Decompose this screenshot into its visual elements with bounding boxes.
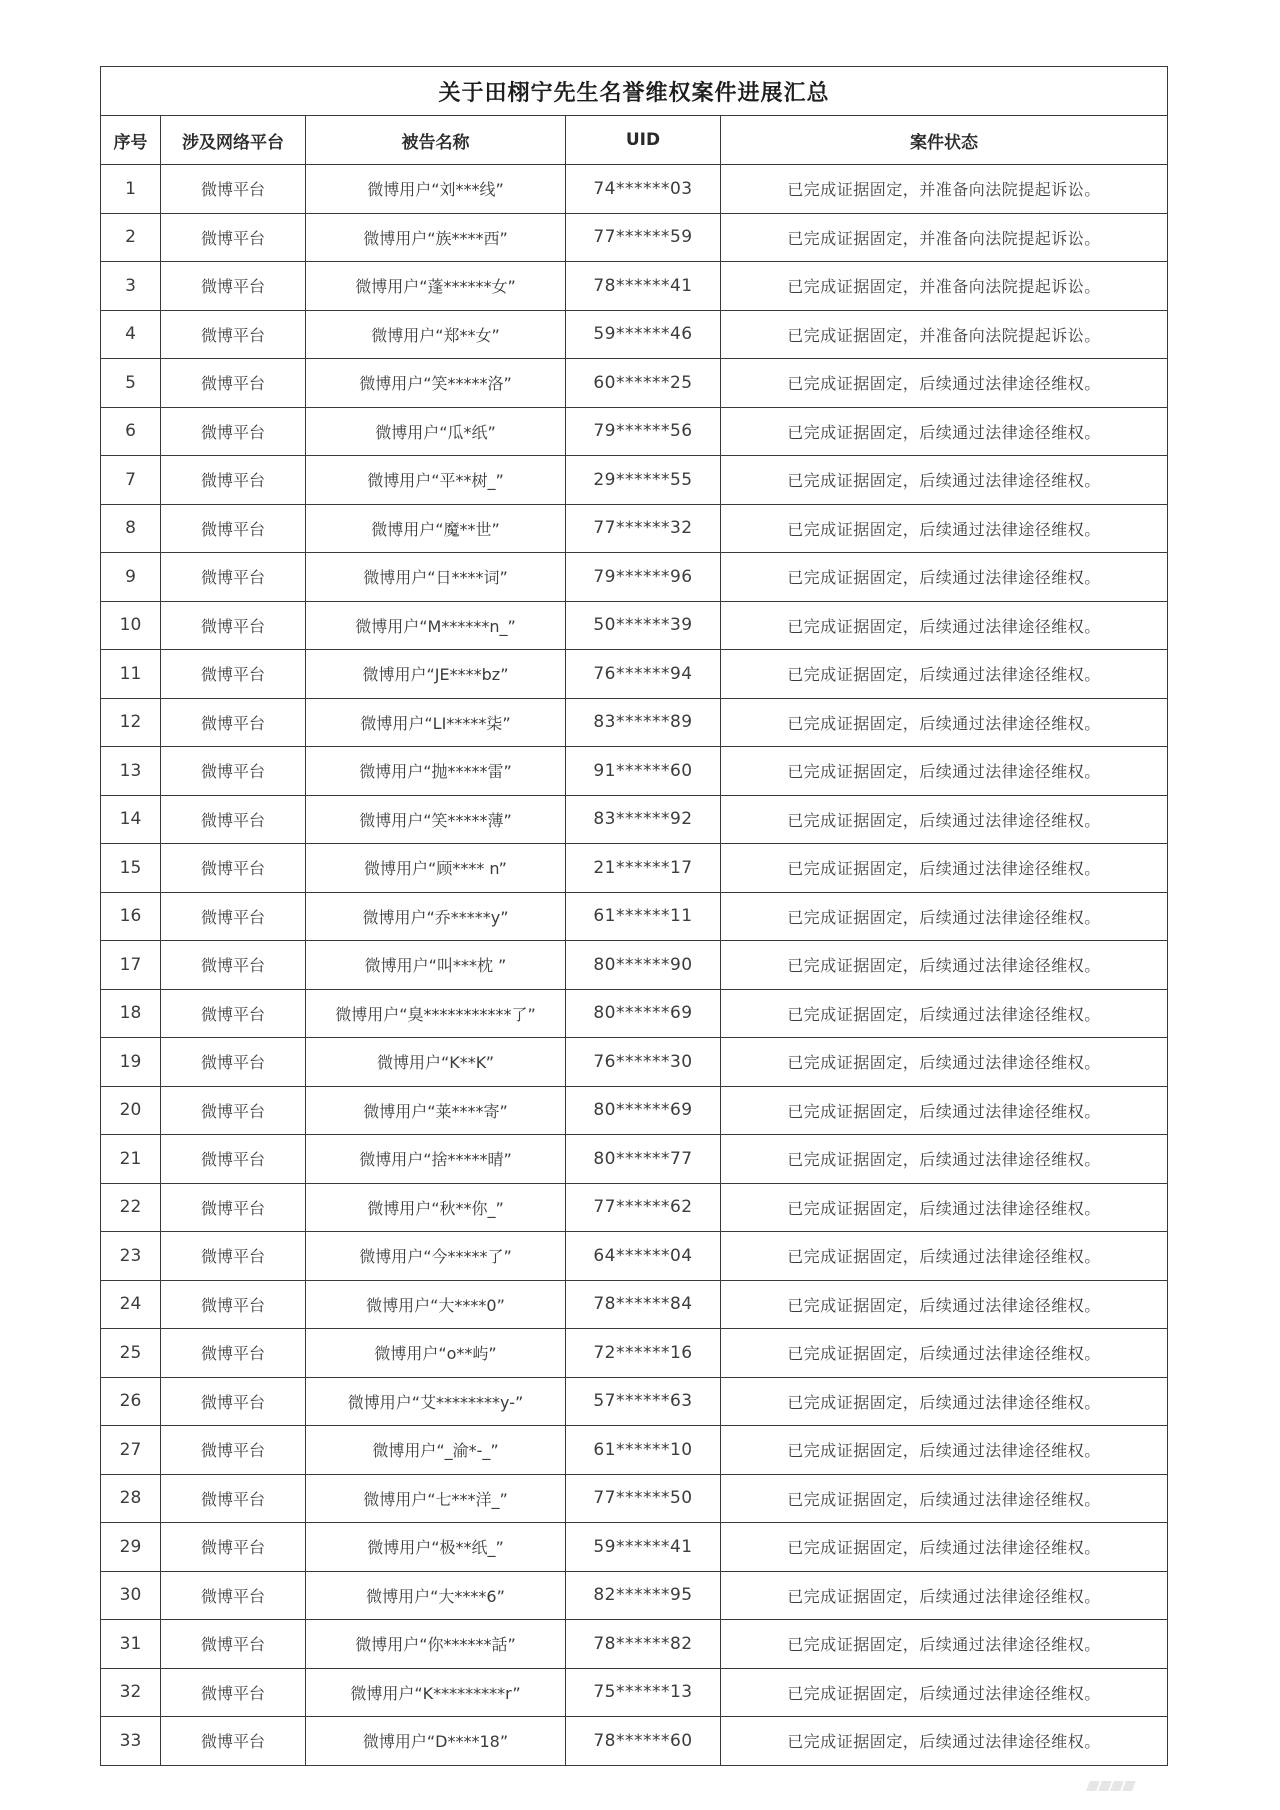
row-uid: 78******41 [566, 262, 721, 311]
row-defendant: 微博用户“刘***线” [306, 165, 566, 214]
row-defendant: 微博用户“K**K” [306, 1038, 566, 1087]
row-platform: 微博平台 [161, 1086, 306, 1135]
row-index: 18 [101, 989, 161, 1038]
row-defendant: 微博用户“乔*****y” [306, 892, 566, 941]
row-platform: 微博平台 [161, 650, 306, 699]
table-row [101, 1717, 1168, 1766]
row-status: 已完成证据固定，后续通过法律途径维权。 [721, 359, 1168, 408]
row-defendant: 微博用户“D****18” [306, 1717, 566, 1766]
row-platform: 微博平台 [161, 262, 306, 311]
row-uid: 76******94 [566, 650, 721, 699]
row-status: 已完成证据固定，后续通过法律途径维权。 [721, 456, 1168, 505]
row-defendant: 微博用户“郑**女” [306, 310, 566, 359]
table-row [101, 456, 1168, 505]
row-platform: 微博平台 [161, 504, 306, 553]
row-uid: 80******69 [566, 1086, 721, 1135]
table-row [101, 504, 1168, 553]
row-defendant: 微博用户“大****6” [306, 1571, 566, 1620]
row-status: 已完成证据固定，后续通过法律途径维权。 [721, 844, 1168, 893]
row-defendant: 微博用户“JE****bz” [306, 650, 566, 699]
row-defendant: 微博用户“LI*****柒” [306, 698, 566, 747]
row-uid: 83******92 [566, 795, 721, 844]
row-uid: 82******95 [566, 1571, 721, 1620]
row-defendant: 微博用户“艾********y-” [306, 1377, 566, 1426]
row-uid: 21******17 [566, 844, 721, 893]
row-index: 13 [101, 747, 161, 796]
table-row [101, 1183, 1168, 1232]
row-index: 9 [101, 553, 161, 602]
row-index: 28 [101, 1474, 161, 1523]
row-platform: 微博平台 [161, 1668, 306, 1717]
table-row [101, 1474, 1168, 1523]
row-platform: 微博平台 [161, 310, 306, 359]
row-status: 已完成证据固定，后续通过法律途径维权。 [721, 504, 1168, 553]
row-status: 已完成证据固定，后续通过法律途径维权。 [721, 1232, 1168, 1281]
row-defendant: 微博用户“K*********r” [306, 1668, 566, 1717]
row-index: 8 [101, 504, 161, 553]
row-index: 15 [101, 844, 161, 893]
row-status: 已完成证据固定，后续通过法律途径维权。 [721, 601, 1168, 650]
row-status: 已完成证据固定，后续通过法律途径维权。 [721, 1135, 1168, 1184]
row-status: 已完成证据固定，后续通过法律途径维权。 [721, 1086, 1168, 1135]
row-uid: 77******62 [566, 1183, 721, 1232]
table-row [101, 601, 1168, 650]
row-uid: 91******60 [566, 747, 721, 796]
row-index: 19 [101, 1038, 161, 1087]
row-index: 6 [101, 407, 161, 456]
row-uid: 61******11 [566, 892, 721, 941]
table-row [101, 1038, 1168, 1087]
row-status: 已完成证据固定，后续通过法律途径维权。 [721, 553, 1168, 602]
row-uid: 75******13 [566, 1668, 721, 1717]
row-uid: 72******16 [566, 1329, 721, 1378]
row-index: 11 [101, 650, 161, 699]
table-row [101, 359, 1168, 408]
table-row [101, 1329, 1168, 1378]
row-status: 已完成证据固定，后续通过法律途径维权。 [721, 1426, 1168, 1475]
row-platform: 微博平台 [161, 892, 306, 941]
row-status: 已完成证据固定，后续通过法律途径维权。 [721, 698, 1168, 747]
row-defendant: 微博用户“笑*****洛” [306, 359, 566, 408]
row-status: 已完成证据固定，后续通过法律途径维权。 [721, 1038, 1168, 1087]
row-platform: 微博平台 [161, 1329, 306, 1378]
document-sheet [100, 66, 1167, 1766]
row-platform: 微博平台 [161, 698, 306, 747]
row-uid: 76******30 [566, 1038, 721, 1087]
row-index: 25 [101, 1329, 161, 1378]
table-row [101, 1620, 1168, 1669]
table-row [101, 310, 1168, 359]
table-row [101, 1280, 1168, 1329]
document-title: 关于田栩宁先生名誉维权案件进展汇总 [101, 67, 1168, 116]
table-row [101, 989, 1168, 1038]
row-status: 已完成证据固定，后续通过法律途径维权。 [721, 1377, 1168, 1426]
row-status: 已完成证据固定，后续通过法律途径维权。 [721, 989, 1168, 1038]
row-uid: 78******60 [566, 1717, 721, 1766]
table-row [101, 1086, 1168, 1135]
table-row [101, 407, 1168, 456]
row-status: 已完成证据固定，并准备向法院提起诉讼。 [721, 262, 1168, 311]
row-platform: 微博平台 [161, 747, 306, 796]
row-index: 26 [101, 1377, 161, 1426]
row-index: 3 [101, 262, 161, 311]
row-uid: 77******50 [566, 1474, 721, 1523]
row-uid: 78******84 [566, 1280, 721, 1329]
row-defendant: 微博用户“你******話” [306, 1620, 566, 1669]
row-platform: 微博平台 [161, 1377, 306, 1426]
row-defendant: 微博用户“o**屿” [306, 1329, 566, 1378]
row-uid: 77******32 [566, 504, 721, 553]
row-uid: 74******03 [566, 165, 721, 214]
row-index: 5 [101, 359, 161, 408]
row-platform: 微博平台 [161, 1717, 306, 1766]
row-index: 4 [101, 310, 161, 359]
row-defendant: 微博用户“_渝*-_” [306, 1426, 566, 1475]
row-index: 14 [101, 795, 161, 844]
table-row [101, 892, 1168, 941]
row-defendant: 微博用户“平**树_” [306, 456, 566, 505]
row-index: 29 [101, 1523, 161, 1572]
row-defendant: 微博用户“捨*****晴” [306, 1135, 566, 1184]
table-row [101, 844, 1168, 893]
row-platform: 微博平台 [161, 1426, 306, 1475]
row-index: 22 [101, 1183, 161, 1232]
column-header-uid: UID [566, 116, 721, 165]
row-uid: 77******59 [566, 213, 721, 262]
row-status: 已完成证据固定，后续通过法律途径维权。 [721, 650, 1168, 699]
table-row [101, 747, 1168, 796]
row-defendant: 微博用户“笑*****薄” [306, 795, 566, 844]
row-uid: 50******39 [566, 601, 721, 650]
row-uid: 59******46 [566, 310, 721, 359]
title-row [101, 67, 1168, 116]
row-defendant: 微博用户“抛*****雷” [306, 747, 566, 796]
row-index: 1 [101, 165, 161, 214]
row-status: 已完成证据固定，并准备向法院提起诉讼。 [721, 310, 1168, 359]
row-uid: 79******56 [566, 407, 721, 456]
row-platform: 微博平台 [161, 165, 306, 214]
table-row [101, 698, 1168, 747]
row-platform: 微博平台 [161, 1135, 306, 1184]
row-defendant: 微博用户“魔**世” [306, 504, 566, 553]
row-platform: 微博平台 [161, 407, 306, 456]
row-status: 已完成证据固定，后续通过法律途径维权。 [721, 941, 1168, 990]
row-status: 已完成证据固定，后续通过法律途径维权。 [721, 1620, 1168, 1669]
row-defendant: 微博用户“蓬******女” [306, 262, 566, 311]
column-header-index: 序号 [101, 116, 161, 165]
table-row [101, 165, 1168, 214]
row-index: 20 [101, 1086, 161, 1135]
column-header-status: 案件状态 [721, 116, 1168, 165]
table-row [101, 1668, 1168, 1717]
row-platform: 微博平台 [161, 1038, 306, 1087]
row-status: 已完成证据固定，后续通过法律途径维权。 [721, 1523, 1168, 1572]
row-defendant: 微博用户“M******n_” [306, 601, 566, 650]
row-platform: 微博平台 [161, 213, 306, 262]
row-index: 7 [101, 456, 161, 505]
row-index: 2 [101, 213, 161, 262]
row-status: 已完成证据固定，后续通过法律途径维权。 [721, 407, 1168, 456]
column-header-defendant: 被告名称 [306, 116, 566, 165]
row-uid: 59******41 [566, 1523, 721, 1572]
table-body [101, 165, 1168, 1766]
row-status: 已完成证据固定，后续通过法律途径维权。 [721, 1183, 1168, 1232]
row-uid: 80******90 [566, 941, 721, 990]
scroll-indicator-icon [1088, 1776, 1148, 1786]
row-defendant: 微博用户“大****0” [306, 1280, 566, 1329]
row-uid: 60******25 [566, 359, 721, 408]
row-index: 31 [101, 1620, 161, 1669]
row-platform: 微博平台 [161, 1183, 306, 1232]
table-row [101, 213, 1168, 262]
row-platform: 微博平台 [161, 601, 306, 650]
row-defendant: 微博用户“叫***枕 ” [306, 941, 566, 990]
row-defendant: 微博用户“瓜*纸” [306, 407, 566, 456]
table-row [101, 650, 1168, 699]
row-defendant: 微博用户“今*****了” [306, 1232, 566, 1281]
table-row [101, 262, 1168, 311]
row-platform: 微博平台 [161, 989, 306, 1038]
table-row [101, 1135, 1168, 1184]
row-defendant: 微博用户“秋**你_” [306, 1183, 566, 1232]
row-status: 已完成证据固定，后续通过法律途径维权。 [721, 795, 1168, 844]
row-platform: 微博平台 [161, 941, 306, 990]
row-index: 21 [101, 1135, 161, 1184]
row-platform: 微博平台 [161, 1474, 306, 1523]
row-uid: 80******77 [566, 1135, 721, 1184]
table-row [101, 1232, 1168, 1281]
row-index: 32 [101, 1668, 161, 1717]
row-uid: 29******55 [566, 456, 721, 505]
row-index: 24 [101, 1280, 161, 1329]
row-defendant: 微博用户“臭***********了” [306, 989, 566, 1038]
row-platform: 微博平台 [161, 359, 306, 408]
row-status: 已完成证据固定，后续通过法律途径维权。 [721, 747, 1168, 796]
table-row [101, 795, 1168, 844]
row-index: 33 [101, 1717, 161, 1766]
row-platform: 微博平台 [161, 795, 306, 844]
row-index: 27 [101, 1426, 161, 1475]
table-row [101, 1571, 1168, 1620]
row-defendant: 微博用户“莱****寄” [306, 1086, 566, 1135]
row-index: 17 [101, 941, 161, 990]
row-status: 已完成证据固定，并准备向法院提起诉讼。 [721, 165, 1168, 214]
table-row [101, 1377, 1168, 1426]
row-platform: 微博平台 [161, 553, 306, 602]
row-defendant: 微博用户“族****西” [306, 213, 566, 262]
row-platform: 微博平台 [161, 1620, 306, 1669]
row-status: 已完成证据固定，后续通过法律途径维权。 [721, 1329, 1168, 1378]
row-platform: 微博平台 [161, 844, 306, 893]
row-defendant: 微博用户“极**纸_” [306, 1523, 566, 1572]
row-defendant: 微博用户“顾**** n” [306, 844, 566, 893]
table-row [101, 941, 1168, 990]
row-status: 已完成证据固定，后续通过法律途径维权。 [721, 892, 1168, 941]
table-row [101, 1426, 1168, 1475]
row-status: 已完成证据固定，后续通过法律途径维权。 [721, 1474, 1168, 1523]
row-uid: 64******04 [566, 1232, 721, 1281]
row-platform: 微博平台 [161, 1232, 306, 1281]
row-platform: 微博平台 [161, 1523, 306, 1572]
table-row [101, 1523, 1168, 1572]
column-header-platform: 涉及网络平台 [161, 116, 306, 165]
case-progress-table [100, 66, 1168, 1766]
table-row [101, 553, 1168, 602]
row-index: 30 [101, 1571, 161, 1620]
row-uid: 79******96 [566, 553, 721, 602]
row-uid: 61******10 [566, 1426, 721, 1475]
row-defendant: 微博用户“七***洋_” [306, 1474, 566, 1523]
row-platform: 微博平台 [161, 1571, 306, 1620]
row-status: 已完成证据固定，并准备向法院提起诉讼。 [721, 213, 1168, 262]
row-status: 已完成证据固定，后续通过法律途径维权。 [721, 1668, 1168, 1717]
row-index: 16 [101, 892, 161, 941]
header-row [101, 116, 1168, 165]
row-status: 已完成证据固定，后续通过法律途径维权。 [721, 1717, 1168, 1766]
row-uid: 80******69 [566, 989, 721, 1038]
row-uid: 83******89 [566, 698, 721, 747]
row-status: 已完成证据固定，后续通过法律途径维权。 [721, 1571, 1168, 1620]
row-index: 12 [101, 698, 161, 747]
row-uid: 78******82 [566, 1620, 721, 1669]
row-platform: 微博平台 [161, 456, 306, 505]
row-index: 10 [101, 601, 161, 650]
row-defendant: 微博用户“日****词” [306, 553, 566, 602]
row-index: 23 [101, 1232, 161, 1281]
row-status: 已完成证据固定，后续通过法律途径维权。 [721, 1280, 1168, 1329]
row-platform: 微博平台 [161, 1280, 306, 1329]
row-uid: 57******63 [566, 1377, 721, 1426]
